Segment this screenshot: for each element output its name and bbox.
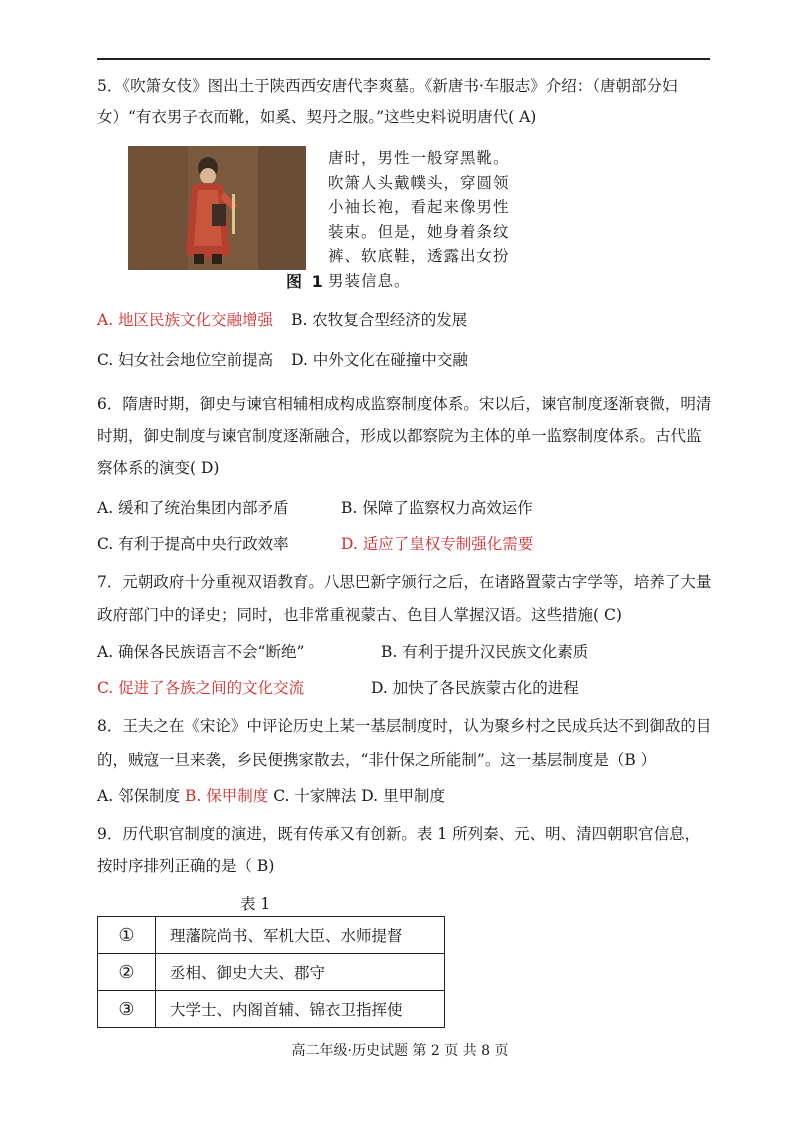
q7-options-row2 (97, 678, 579, 698)
q6-stem-line3: 察体系的演变( D) (97, 459, 220, 477)
top-rule (97, 58, 710, 60)
q7-option-a: A. 确保各民族语言不会“断绝” (97, 643, 305, 661)
row-number: ① (98, 917, 156, 954)
q6-options-row2 (97, 534, 533, 554)
q8-option-c: C. 十家牌法 (273, 787, 357, 805)
q5-option-a: A. 地区民族文化交融增强 (97, 311, 274, 329)
q6-option-d: D. 适应了皇权专制强化需要 (341, 535, 534, 553)
q7-option-b: B. 有利于提升汉民族文化素质 (381, 643, 589, 661)
figure-caption: 图 1 (286, 272, 325, 291)
q7-option-d: D. 加快了各民族蒙古化的进程 (371, 679, 579, 697)
q8-option-b: B. 保甲制度 (185, 787, 269, 805)
q5-figure (128, 146, 510, 291)
q8-option-d: D. 里甲制度 (361, 787, 446, 805)
q8-stem-line1: 8．王夫之在《宋论》中评论历史上某一基层制度时，认为聚乡村之民成兵达不到御敌的目 (97, 717, 712, 735)
table-row (98, 991, 445, 1028)
q6-option-a: A. 缓和了统治集团内部矛盾 (97, 499, 289, 517)
row-officials: 大学士、内阁首辅、锦衣卫指挥使 (156, 991, 445, 1028)
q5-option-d: D. 中外文化在碰撞中交融 (291, 351, 468, 369)
mural-image (128, 146, 306, 270)
q7-option-c: C. 促进了各族之间的文化交流 (97, 679, 305, 697)
officials-table (97, 916, 445, 1028)
table-row (98, 917, 445, 954)
table-row (98, 954, 445, 991)
q9-stem-line2: 按时序排列正确的是（ B) (97, 857, 275, 875)
q5-option-c: C. 妇女社会地位空前提高 (97, 351, 274, 369)
q9-stem-line1: 9．历代职官制度的演进，既有传承又有创新。表 1 所列秦、元、明、清四朝职官信息， (97, 825, 701, 843)
q7-stem-line2: 政府部门中的译史；同时，也非常重视蒙古、色目人掌握汉语。这些措施( C) (97, 606, 622, 624)
q7-options-row1 (97, 642, 588, 662)
q5-options-row1 (97, 310, 467, 330)
q5-option-b: B. 农牧复合型经济的发展 (291, 311, 468, 329)
q7-stem-line1: 7．元朝政府十分重视双语教育。八思巴新字颁行之后，在诸路置蒙古字学等，培养了大量 (97, 573, 712, 591)
row-number: ③ (98, 991, 156, 1028)
q5-stem-line1: 5．《吹箫女伎》图出土于陕西西安唐代李爽墓。《新唐书·车服志》介绍：（唐朝部分妇 (97, 77, 678, 95)
row-officials: 理藩院尚书、军机大臣、水师提督 (156, 917, 445, 954)
q5-stem-line2: 女）“有衣男子衣而靴，如奚、契丹之服。”这些史料说明唐代( A) (97, 108, 537, 126)
q8-stem-line2: 的，贼寇一旦来袭，乡民便携家散去，“非什保之所能制”。这一基层制度是（B ） (97, 751, 657, 769)
row-officials: 丞相、御史大夫、郡守 (156, 954, 445, 991)
q8-option-a: A. 邻保制度 (97, 787, 181, 805)
q6-options-row1 (97, 498, 533, 518)
q6-stem-line2: 时期，御史制度与谏官制度逐渐融合，形成以都察院为主体的单一监察制度体系。古代监 (97, 427, 702, 445)
q5-options-row2 (97, 350, 468, 370)
figure-annotation-text: 唐时，男性一般穿黑靴。吹箫人头戴幞头，穿圆领小袖长袍，看起来像男性装束。但是，她身着条纹裤、软底鞋，透露出女扮男装信息。 (328, 149, 510, 290)
q8-options-row (97, 786, 445, 806)
q6-option-b: B. 保障了监察权力高效运作 (341, 499, 533, 517)
row-number: ② (98, 954, 156, 991)
page-footer: 高二年级·历史试题 第 2 页 共 8 页 (291, 1043, 509, 1059)
q6-option-c: C. 有利于提高中央行政效率 (97, 535, 289, 553)
q6-stem-line1: 6．隋唐时期，御史与谏官相辅相成构成监察制度体系。宋以后，谏官制度逐渐衰微，明清 (97, 395, 712, 413)
table-caption: 表 1 (240, 895, 271, 913)
